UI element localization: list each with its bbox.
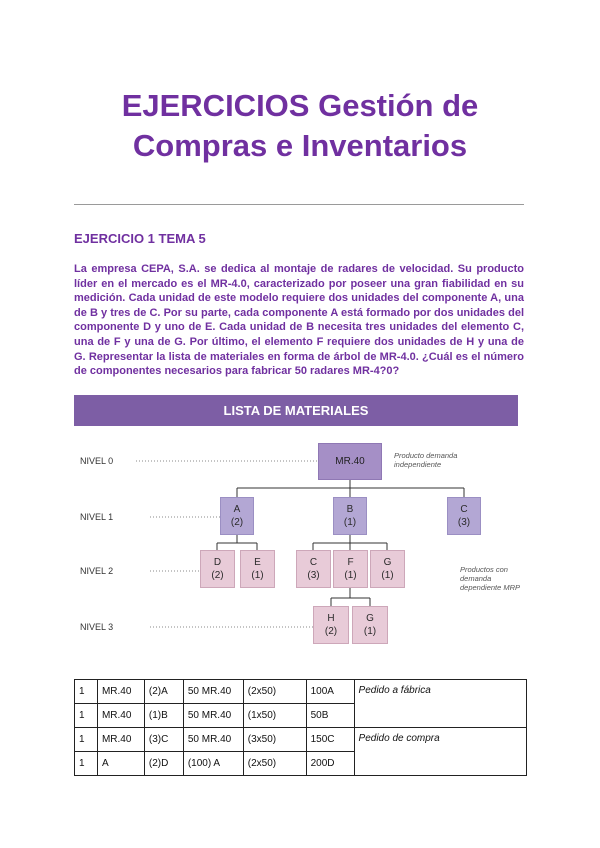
order-type-factory: Pedido a fábrica [354, 680, 526, 728]
node-label: C [460, 504, 468, 515]
node-qty: (1) [344, 570, 357, 581]
table-cell: (2)A [144, 680, 183, 704]
node-qty: (3) [307, 570, 320, 581]
exercise-statement: La empresa CEPA, S.A. se dedica al montaje de radares de velocidad. Su producto líder en el mercado es el MR-4.0, caracterizado por poseer una gran fiabilidad en su medición. Cada unidad de este modelo requiere dos unidades del componente A, una de B y tres de C. Por su parte, cada componente A está formado por dos unidades del componente D y uno de E. Cada unidad de B necesita tres unidades del elemento C, una de F y una de G. Por último, el elemento F requiere dos unidades de H y una de G. Representar la lista de materiales en forma de árbol de MR-4.0. ¿Cuál es el número de componentes necesarios para fabricar 50 radares MR-4?0? [74, 263, 524, 378]
node-qty: (2) [230, 517, 244, 528]
level-guides [136, 461, 318, 627]
bom-node-c2 [296, 550, 331, 588]
node-qty: (3) [457, 517, 471, 528]
node-label: C [309, 557, 318, 568]
node-label: G [383, 557, 392, 568]
title-line-2: Compras e Inventarios [132, 128, 468, 163]
table-cell: 200D [306, 752, 354, 776]
node-qty: (1) [343, 517, 357, 528]
table-cell: 1 [75, 752, 98, 776]
table-cell: (3)C [144, 728, 183, 752]
table-cell: 1 [75, 680, 98, 704]
table-cell: MR.40 [97, 704, 144, 728]
node-label: H [327, 613, 335, 624]
node-label: MR.40 [335, 456, 365, 467]
level-3-label: NIVEL 3 [80, 622, 114, 632]
level-0-label: NIVEL 0 [80, 456, 114, 466]
table-cell: 1 [75, 704, 98, 728]
table-cell: 50 MR.40 [183, 728, 243, 752]
node-label: G [366, 613, 374, 624]
table-cell: (100) A [183, 752, 243, 776]
node-qty: (1) [251, 570, 264, 581]
node-qty: (1) [363, 626, 377, 637]
bom-node-d [200, 550, 235, 588]
note-dependent-demand: Productos con demanda dependiente MRP [460, 565, 521, 592]
bom-node-g [370, 550, 405, 588]
table-cell: A [97, 752, 144, 776]
table-cell: (2x50) [243, 752, 306, 776]
table-cell: (1)B [144, 704, 183, 728]
title-line-1: EJERCICIOS Gestión de [121, 88, 479, 123]
table-cell: (2x50) [243, 680, 306, 704]
table-cell: (3x50) [243, 728, 306, 752]
bom-node-root [318, 443, 382, 480]
exercise-heading: EJERCICIO 1 TEMA 5 [74, 231, 206, 246]
table-cell: 50B [306, 704, 354, 728]
node-label: A [233, 504, 241, 515]
table-cell: 100A [306, 680, 354, 704]
level-2-label: NIVEL 2 [80, 566, 114, 576]
note-independent-demand: Producto demanda independiente [394, 451, 458, 469]
node-label: B [346, 504, 354, 515]
table-cell: 50 MR.40 [183, 680, 243, 704]
table-cell: 50 MR.40 [183, 704, 243, 728]
bom-node-h [313, 606, 349, 644]
table-cell: 150C [306, 728, 354, 752]
bom-node-c [447, 497, 481, 535]
bom-node-a [220, 497, 254, 535]
table-cell: (2)D [144, 752, 183, 776]
table-cell: MR.40 [97, 728, 144, 752]
bom-node-g2 [352, 606, 388, 644]
table-cell: 1 [75, 728, 98, 752]
table-cell: (1x50) [243, 704, 306, 728]
node-label: E [254, 557, 261, 568]
level-1-label: NIVEL 1 [80, 512, 114, 522]
node-qty: (1) [381, 570, 394, 581]
order-type-purchase: Pedido de compra [354, 728, 526, 776]
bom-node-e [240, 550, 275, 588]
table-cell: MR.40 [97, 680, 144, 704]
table-row [75, 680, 527, 704]
bom-node-b [333, 497, 367, 535]
node-qty: (2) [324, 626, 338, 637]
node-qty: (2) [211, 570, 224, 581]
bom-node-f [333, 550, 368, 588]
orders-table [74, 679, 527, 776]
table-row [75, 728, 527, 752]
bom-header: LISTA DE MATERIALES [74, 395, 518, 426]
node-label: D [213, 557, 222, 568]
node-label: F [347, 557, 354, 568]
